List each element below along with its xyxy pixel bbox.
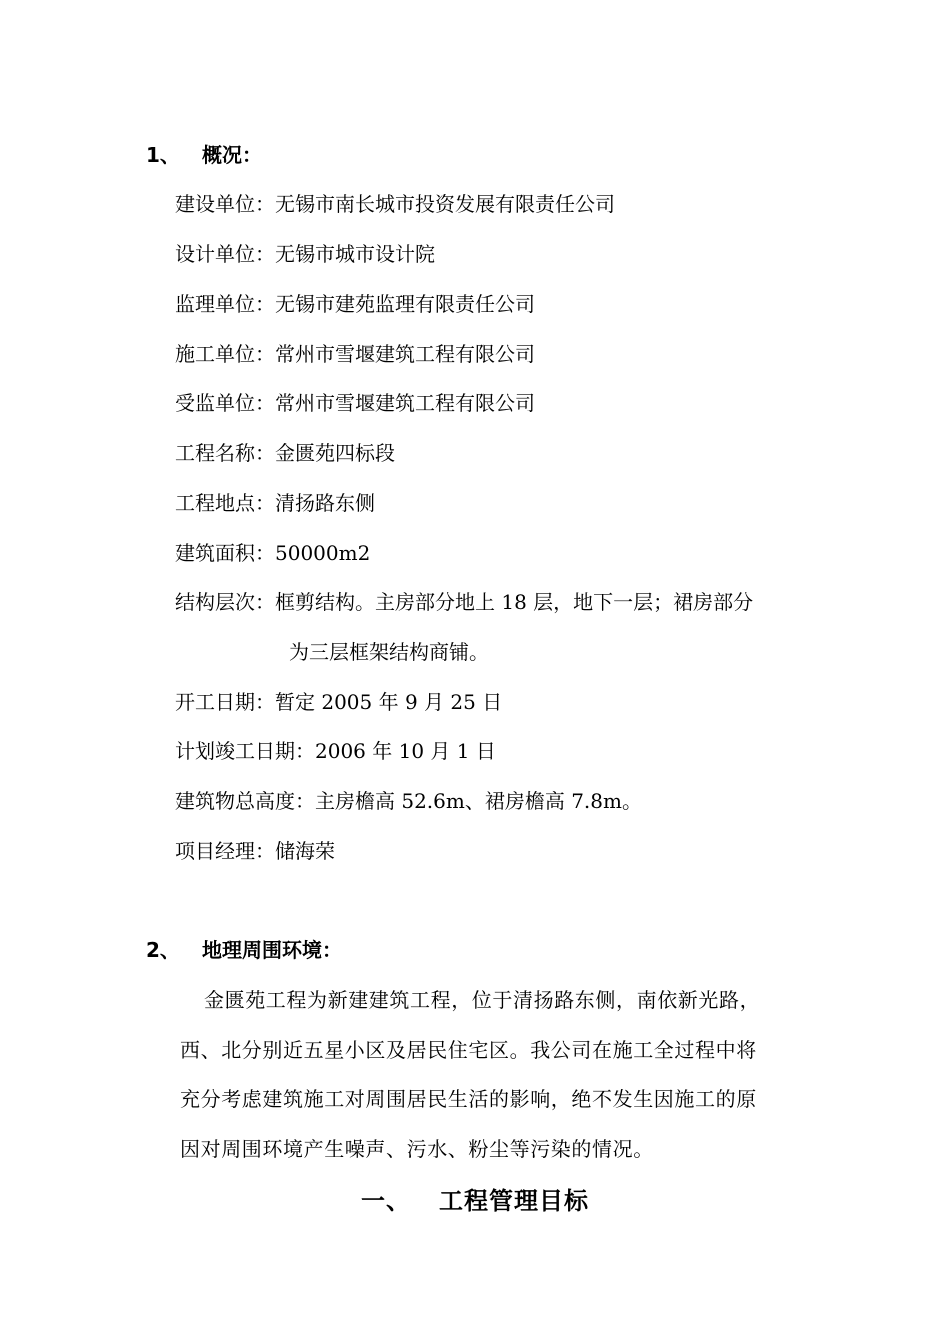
chapter-title-text: 工程管理目标 (439, 1187, 589, 1215)
project-name-value: 金匮苑四标段 (275, 441, 395, 465)
field-start-date (175, 686, 502, 715)
section-1-heading (146, 139, 262, 168)
supervised-label: 受监单位： (175, 391, 275, 415)
chapter-number: 一、 (361, 1187, 411, 1215)
height-label: 建筑物总高度： (175, 789, 315, 813)
builder-label: 建设单位： (175, 192, 275, 216)
field-contractor (175, 338, 535, 367)
structure-label: 结构层次： (175, 590, 275, 614)
project-name-label: 工程名称： (175, 441, 275, 465)
paragraph-line: 西、北分别近五星小区及居民住宅区。我公司在施工全过程中将 (180, 1038, 757, 1062)
paragraph-line: 金匮苑工程为新建建筑工程，位于清扬路东侧，南依新光路， (204, 988, 761, 1012)
supervisor-label: 监理单位： (175, 292, 275, 316)
field-builder (175, 188, 615, 217)
section-1-number: 1、 (146, 143, 180, 167)
completion-value: 2006 年 10 月 1 日 (315, 739, 496, 763)
area-label: 建筑面积： (175, 541, 275, 565)
designer-label: 设计单位： (175, 242, 275, 266)
chapter-title (0, 1181, 950, 1216)
field-project-manager (175, 835, 335, 864)
builder-value: 无锡市南长城市投资发展有限责任公司 (275, 192, 615, 216)
section-2-title: 地理周围环境： (202, 938, 342, 962)
section-2-heading (146, 934, 342, 963)
start-label: 开工日期： (175, 690, 275, 714)
field-supervisor (175, 288, 535, 317)
contractor-label: 施工单位： (175, 342, 275, 366)
height-value: 主房檐高 52.6m、裙房檐高 7.8m。 (315, 789, 642, 813)
manager-label: 项目经理： (175, 839, 275, 863)
area-value: 50000m2 (275, 541, 371, 565)
field-completion-date (175, 735, 496, 764)
start-value: 暂定 2005 年 9 月 25 日 (275, 690, 503, 714)
structure-value-line2: 为三层框架结构商铺。 (289, 640, 489, 664)
designer-value: 无锡市城市设计院 (275, 242, 435, 266)
structure-value-line1: 框剪结构。主房部分地上 18 层，地下一层；裙房部分 (275, 590, 754, 614)
location-value: 清扬路东侧 (275, 491, 375, 515)
supervised-value: 常州市雪堰建筑工程有限公司 (275, 391, 535, 415)
contractor-value: 常州市雪堰建筑工程有限公司 (275, 342, 535, 366)
manager-value: 储海荣 (275, 839, 335, 863)
completion-label: 计划竣工日期： (175, 739, 315, 763)
field-project-name (175, 437, 395, 466)
field-structure (175, 586, 753, 615)
field-designer (175, 238, 435, 267)
field-supervised-unit (175, 387, 535, 416)
section-1-title: 概况： (202, 143, 262, 167)
field-building-height (175, 785, 642, 814)
paragraph-line: 因对周围环境产生噪声、污水、粉尘等污染的情况。 (180, 1137, 654, 1161)
location-label: 工程地点： (175, 491, 275, 515)
paragraph-line: 充分考虑建筑施工对周围居民生活的影响，绝不发生因施工的原 (180, 1087, 757, 1111)
section-2-number: 2、 (146, 938, 180, 962)
field-area (175, 537, 370, 566)
field-location (175, 487, 375, 516)
supervisor-value: 无锡市建苑监理有限责任公司 (275, 292, 535, 316)
